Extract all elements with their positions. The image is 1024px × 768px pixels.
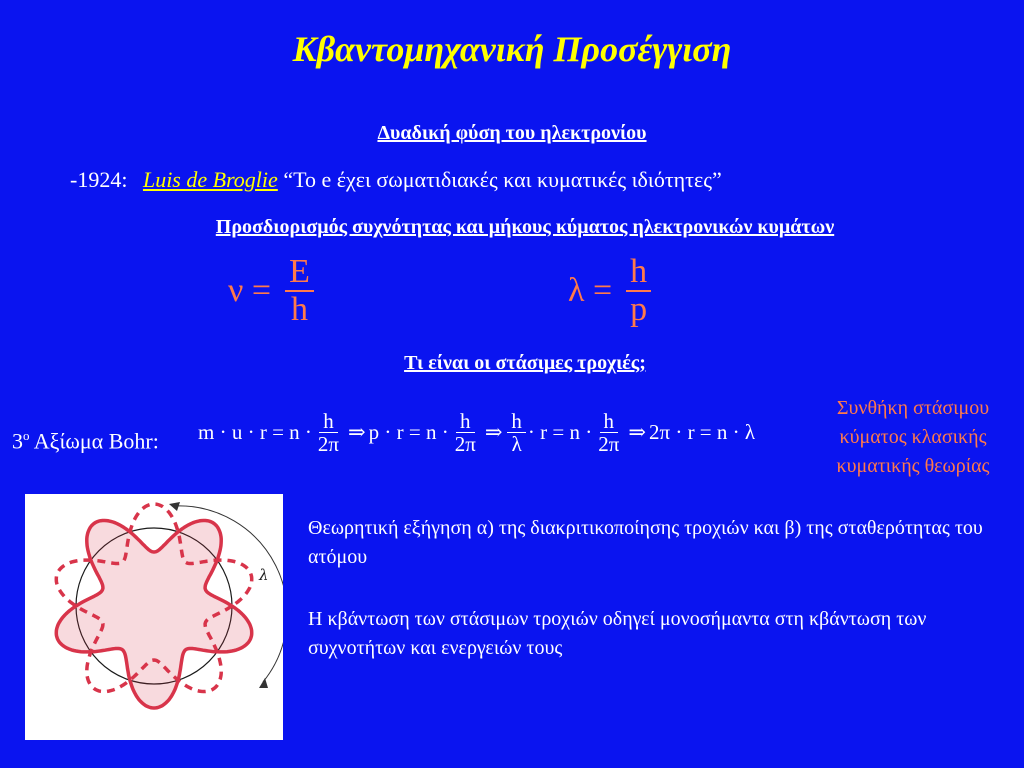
bohr-term-4: 2π · r = n · λ [648,420,756,445]
question-heading: Τι είναι οι στάσιμες τροχιές; [404,352,646,374]
bohr-fraction-2-num: h [456,410,475,433]
broglie-line [70,167,722,193]
bohr-label-sup: ο [23,428,30,443]
bohr-fraction-2 [451,410,480,455]
formula-frequency-fraction [285,254,314,327]
bohr-term-1: m · u · r = n · [198,420,312,445]
condition-line-2: κύματος κλασικής [839,426,987,448]
bohr-equation [198,410,755,455]
broglie-year: -1924: [70,167,128,192]
bohr-fraction-1-den: 2π [317,432,340,457]
formula-frequency [228,254,314,327]
explanation-paragraph-2: Η κβάντωση των στάσιμων τροχιών οδηγεί μονοσήμαντα στη κβάντωση των συχνοτήτων και ενεργειών τους [308,608,927,659]
bohr-label-suffix: Αξίωμα Bohr: [29,428,159,454]
arc-arrow-top [169,502,180,511]
lambda-label: λ [259,566,269,584]
bohr-label-prefix: 3 [12,428,23,454]
bohr-fraction-1-num: h [319,410,338,433]
formula-wavelength-den: p [630,290,648,328]
subtitle-dual-nature: Δυαδική φύση του ηλεκτρονίου [377,122,647,144]
formula-frequency-lhs: ν = [228,271,272,309]
bohr-fraction-4-den: 2π [598,432,620,457]
bohr-fraction-1 [314,410,343,455]
bohr-fraction-4 [594,410,623,455]
formula-wavelength-fraction [626,254,651,327]
bohr-fraction-3-num: h [507,410,526,433]
formula-wavelength-lhs: λ = [568,271,613,309]
implies-symbol-2: ⇒ [484,420,503,445]
bohr-fraction-3-den: λ [511,432,522,457]
bohr-term-3: · r = n · [527,420,593,445]
arc-arrow-bottom [259,678,268,688]
broglie-quote: “Το e έχει σωματιδιακές και κυματικές ιδιότητες” [283,167,722,192]
bohr-term-2: p · r = n · [368,420,449,445]
formula-frequency-num: E [285,254,314,292]
broglie-name: Luis de Broglie [142,167,278,192]
standing-wave-svg [25,494,283,740]
implies-symbol-1: ⇒ [348,420,366,445]
bohr-fraction-2-den: 2π [454,432,476,457]
standing-wave-diagram [25,494,283,740]
formula-wavelength-num: h [626,254,651,292]
condition-line-3: κυματικής θεωρίας [836,455,990,477]
bohr-postulate-label [12,428,159,454]
subtitle-frequency: Προσδιορισμός συχνότητας και μήκους κύματος ηλεκτρονικών κυμάτων [215,216,835,238]
explanation-paragraph-1: Θεωρητική εξήγηση α) της διακριτικοποίησης τροχιών και β) της σταθερότητας του ατόμου [308,517,983,568]
standing-wave-solid [56,521,251,709]
slide-title: Κβαντομηχανική Προσέγγιση [292,29,732,69]
formula-wavelength [568,254,651,327]
bohr-fraction-3 [507,410,526,455]
bohr-fraction-4-num: h [600,410,619,433]
standing-wave-condition [806,394,1020,481]
formula-frequency-den: h [290,290,308,328]
condition-line-1: Συνθήκη στάσιμου [836,397,990,419]
implies-symbol-3: ⇒ [628,420,646,445]
